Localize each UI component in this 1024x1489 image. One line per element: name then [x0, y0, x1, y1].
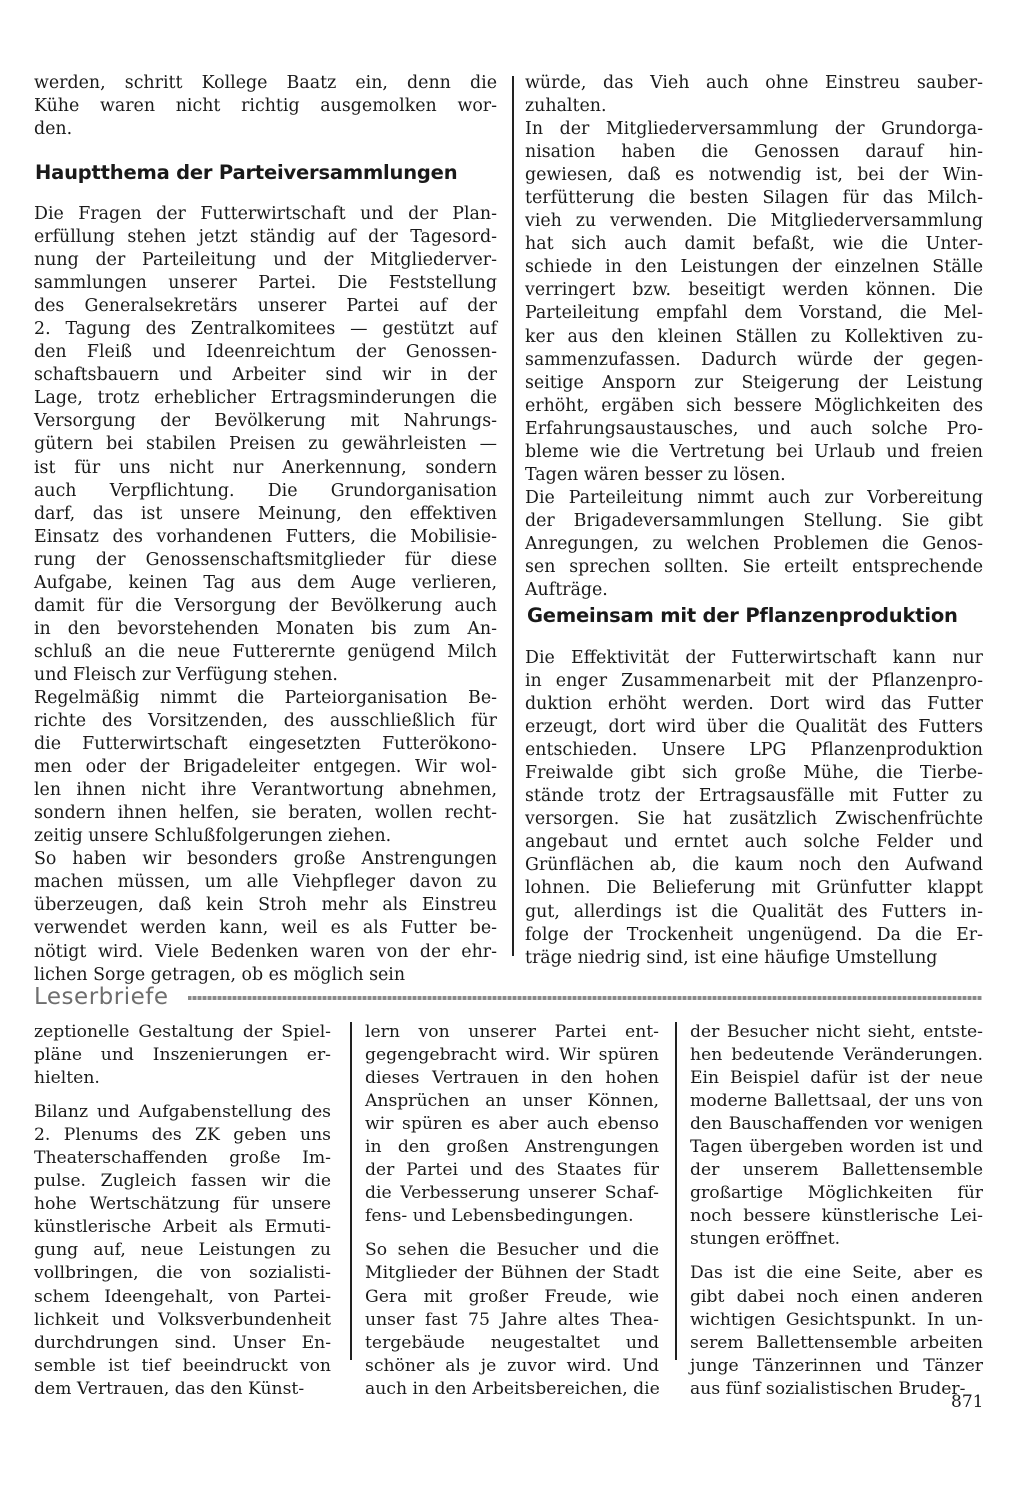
text-line: sammenzufassen. Dadurch würde der gegen- — [525, 349, 983, 370]
article-column-2 — [525, 72, 983, 602]
text-line: Die Fragen der Futterwirtschaft und der Plan- — [34, 204, 497, 224]
col2-intro — [525, 72, 983, 118]
text-line: gegengebracht wird. Wir spüren — [365, 1045, 659, 1066]
text-line: Kühe waren nicht richtig ausgemolken wor- — [34, 96, 497, 117]
text-line: unser fast 75 Jahre altes Thea- — [365, 1309, 659, 1330]
text-line: bleme wie die Vertretung bei Urlaub und freien — [525, 441, 983, 462]
text-line: erfüllung stehen jetzt ständig auf der Tagesord- — [34, 227, 497, 248]
text-line: auch Verpflichtung. Die Grundorganisation — [34, 480, 497, 501]
article-column-2-body — [525, 647, 983, 970]
text-line: dieses Vertrauen in den hohen — [365, 1068, 659, 1089]
col2-paragraph-1 — [525, 118, 983, 487]
text-line: In der Mitgliederversammlung der Grundorga- — [525, 119, 983, 140]
col1-paragraph-3 — [34, 848, 497, 986]
text-line: angebaut und erntet auch solche Felder und — [525, 832, 983, 853]
text-line: Erfahrungsaustausches, und auch solche Pro- — [525, 418, 983, 439]
text-line: erzeugt, dort wird über die Qualität des Futters — [525, 717, 983, 738]
text-line: folge der Trockenheit ungenügend. Da die Er- — [525, 924, 983, 945]
text-line: 2. Plenums des ZK geben uns — [34, 1125, 331, 1146]
text-line: hohe Wertschätzung für unsere — [34, 1194, 331, 1215]
text-line: hielten. — [34, 1068, 100, 1089]
text-line: in den bevorstehenden Monaten bis zum An- — [34, 618, 497, 639]
article-column-1 — [34, 72, 497, 141]
text-line: junge Tänzerinnen und Tänzer — [690, 1355, 983, 1376]
text-line: schöner als je zuvor wird. Und — [365, 1355, 659, 1376]
text-line: terfütterung die besten Silagen für das Milch- — [525, 188, 983, 209]
text-line: vollbringen, die von sozialisti- — [34, 1263, 331, 1284]
text-line: So sehen die Besucher und die — [365, 1240, 659, 1261]
text-line: verwendet werden kann, weil es als Futter be- — [34, 918, 497, 939]
text-line: rung der Genossenschaftsmitglieder für diese — [34, 549, 497, 570]
text-line: pläne und Inszenierungen er- — [34, 1045, 331, 1066]
text-line: Mitglieder der Bühnen der Stadt — [365, 1263, 659, 1284]
text-line: sammlungen unserer Partei. Die Feststellung — [34, 273, 497, 294]
letters-column-2 — [365, 1021, 659, 1401]
text-line: Das ist die eine Seite, aber es — [690, 1263, 983, 1284]
column-divider — [512, 76, 514, 956]
text-line: zeitig unsere Schlußfolgerungen ziehen. — [34, 826, 392, 847]
text-line: wichtigen Gesichtspunkt. In un- — [690, 1309, 983, 1330]
text-line: Tagen übergeben worden ist und — [690, 1137, 983, 1158]
text-line: zeptionelle Gestaltung der Spiel- — [34, 1022, 331, 1042]
section-title-leserbriefe: Leserbriefe — [34, 984, 169, 1010]
letters-divider-1 — [350, 1022, 352, 1360]
col2-paragraph-3 — [525, 647, 983, 970]
text-line: lichkeit und Volksverbundenheit — [34, 1309, 331, 1330]
text-line: gut, allerdings ist die Qualität des Futters in- — [525, 901, 983, 922]
text-line: Freiwalde gibt sich große Mühe, die Tierbe- — [525, 763, 983, 784]
text-line: der Partei und des Staates für — [365, 1160, 659, 1181]
text-line: zuhalten. — [525, 96, 607, 117]
text-line: Ansprüchen an unser Können, — [365, 1091, 659, 1112]
text-line: Ein Beispiel dafür ist der neue — [690, 1068, 983, 1089]
text-line: den Fleiß und Ideenreichtum der Genossen- — [34, 342, 497, 363]
text-line: gewiesen, daß es notwendig ist, bei der Win- — [525, 165, 983, 186]
text-line: pulse. Zugleich fassen wir die — [34, 1171, 331, 1192]
text-line: stände trotz der Ertragsausfälle mit Futter zu — [525, 786, 983, 807]
text-line: wir spüren es aber auch ebenso — [365, 1114, 659, 1135]
text-line: in den großen Anstrengungen — [365, 1137, 659, 1158]
letters-c1-paragraph-1 — [34, 1021, 331, 1090]
col1-paragraph-2 — [34, 687, 497, 848]
text-line: der Brigadeversammlungen Stellung. Sie gibt — [525, 510, 983, 531]
heading-pflanzenproduktion: Gemeinsam mit der Pflanzenproduktion — [527, 604, 958, 627]
text-line: nung der Parteileitung und der Mitgliederver- — [34, 250, 497, 271]
text-line: damit für die Versorgung der Bevölkerung auch — [34, 595, 497, 616]
text-line: vieh zu verwenden. Die Mitgliederversammlung — [525, 211, 983, 232]
col2-paragraph-2 — [525, 487, 983, 602]
text-line: erhöht, ergäben sich bessere Möglichkeiten des — [525, 395, 983, 416]
text-line: Aufgabe, keinen Tag aus dem Auge verlieren, — [34, 572, 497, 593]
col1-intro — [34, 72, 497, 141]
text-line: die Futterwirtschaft eingesetzten Futterökono- — [34, 734, 497, 755]
text-line: Die Parteileitung nimmt auch zur Vorbereitung — [525, 487, 983, 508]
text-line: lern von unserer Partei ent- — [365, 1022, 659, 1042]
text-line: dem Vertrauen, das den Künst- — [34, 1378, 305, 1399]
text-line: men oder der Brigadeleiter entgegen. Wir wol- — [34, 757, 497, 778]
letters-c1-paragraph-2 — [34, 1101, 331, 1401]
letters-c3-paragraph-2 — [690, 1262, 983, 1400]
text-line: nisation haben die Genossen darauf hin- — [525, 142, 983, 163]
text-line: duktion erhöht werden. Dort wird das Futter — [525, 694, 983, 715]
text-line: ker aus den kleinen Ställen zu Kollektiven zu- — [525, 326, 983, 347]
text-line: der Besucher nicht sieht, entste- — [690, 1022, 983, 1042]
text-line: stungen eröffnet. — [690, 1229, 841, 1250]
text-line: aus fünf sozialistischen Bruder- — [690, 1378, 966, 1399]
text-line: hat sich auch damit befaßt, wie die Unter- — [525, 234, 983, 255]
col1-paragraph-1 — [34, 203, 497, 687]
text-line: Theaterschaffenden große Im- — [34, 1148, 331, 1169]
text-line: nötigt wird. Viele Bedenken waren von der ehr- — [34, 941, 497, 962]
text-line: Anregungen, zu welchen Problemen die Genos- — [525, 533, 983, 554]
text-line: verringert bzw. beseitigt werden können. Die — [525, 280, 983, 301]
text-line: schiede in den Leistungen der einzelnen Ställe — [525, 257, 983, 278]
text-line: und Fleisch zur Verfügung stehen. — [34, 664, 338, 685]
text-line: des Generalsekretärs unserer Partei auf der — [34, 296, 497, 317]
text-line: tergebäude neugestaltet und — [365, 1332, 659, 1353]
section-rule — [188, 996, 982, 1000]
text-line: auch in den Arbeitsbereichen, die — [365, 1378, 660, 1399]
text-line: träge niedrig sind, ist eine häufige Umstellung — [525, 947, 938, 968]
text-line: Regelmäßig nimmt die Parteiorganisation Be- — [34, 687, 497, 708]
text-line: schluß an die neue Futterernte genügend Milch — [34, 641, 497, 662]
text-line: Lage, trotz erheblicher Ertragsminderungen die — [34, 388, 497, 409]
text-line: noch bessere künstlerische Lei- — [690, 1206, 983, 1227]
text-line: Versorgung der Bevölkerung mit Nahrungs- — [34, 411, 497, 432]
text-line: Aufträge. — [525, 580, 608, 601]
text-line: schem Ideengehalt, von Partei- — [34, 1286, 331, 1307]
text-line: seitige Ansporn zur Steigerung der Leistung — [525, 372, 983, 393]
text-line: 2. Tagung des Zentralkomitees — gestützt auf — [34, 319, 497, 340]
text-line: machen müssen, um alle Viehpfleger davon zu — [34, 872, 497, 893]
article-column-1-body — [34, 203, 497, 987]
text-line: lohnen. Die Belieferung mit Grünfutter klappt — [525, 878, 983, 899]
text-line: in enger Zusammenarbeit mit der Pflanzenpro- — [525, 671, 983, 692]
text-line: Grünflächen ab, die kaum noch den Aufwand — [525, 855, 983, 876]
text-line: würde, das Vieh auch ohne Einstreu sauber- — [525, 73, 983, 93]
text-line: serem Ballettensemble arbeiten — [690, 1332, 983, 1353]
text-line: ist für uns nicht nur Anerkennung, sondern — [34, 457, 497, 478]
text-line: fens- und Lebensbedingungen. — [365, 1206, 634, 1227]
page-number: 871 — [951, 1392, 984, 1412]
letters-divider-2 — [675, 1022, 677, 1360]
text-line: schaftsbauern und Arbeiter sind wir in der — [34, 365, 497, 386]
text-line: semble ist tief beeindruckt von — [34, 1355, 331, 1376]
text-line: sondern ihnen helfen, sie beraten, wollen recht- — [34, 803, 497, 824]
text-line: die Verbesserung unserer Schaf- — [365, 1183, 659, 1204]
text-line: gung auf, neue Leistungen zu — [34, 1240, 331, 1261]
text-line: So haben wir besonders große Anstrengungen — [34, 849, 497, 870]
letters-column-3 — [690, 1021, 983, 1401]
text-line: Die Effektivität der Futterwirtschaft kann nur — [525, 648, 983, 668]
text-line: den. — [34, 119, 73, 140]
text-line: künstlerische Arbeit als Ermuti- — [34, 1217, 331, 1238]
text-line: gibt dabei noch einen anderen — [690, 1286, 983, 1307]
text-line: Einsatz des vorhandenen Futters, die Mobilisie- — [34, 526, 497, 547]
text-line: Tagen wären besser zu lösen. — [525, 464, 786, 485]
letters-c2-paragraph-2 — [365, 1239, 659, 1400]
text-line: Gera mit großer Freude, wie — [365, 1286, 659, 1307]
text-line: durchdrungen sind. Unser En- — [34, 1332, 331, 1353]
text-line: der unserem Ballettensemble — [690, 1160, 983, 1181]
letters-c2-paragraph-1 — [365, 1021, 659, 1228]
letters-column-1 — [34, 1021, 331, 1401]
text-line: entschieden. Unsere LPG Pflanzenproduktion — [525, 740, 983, 761]
text-line: den Bauschaffenden vor wenigen — [690, 1114, 983, 1135]
text-line: großartige Möglichkeiten für — [690, 1183, 983, 1204]
text-line: len ihnen nicht ihre Verantwortung abnehmen, — [34, 780, 497, 801]
text-line: lichen Sorge getragen, ob es möglich sein — [34, 964, 406, 985]
text-line: Bilanz und Aufgabenstellung des — [34, 1102, 331, 1123]
text-line: gütern bei stabilen Preisen zu gewährleisten — — [34, 434, 497, 455]
text-line: überzeugen, daß kein Stroh mehr als Einstreu — [34, 895, 497, 916]
text-line: moderne Ballettsaal, der uns von — [690, 1091, 983, 1112]
heading-hauptthema: Hauptthema der Parteiversammlungen — [35, 161, 458, 184]
text-line: Parteileitung empfahl dem Vorstand, die Mel- — [525, 303, 983, 324]
text-line: darf, das ist unsere Meinung, den effektiven — [34, 503, 497, 524]
text-line: richte des Vorsitzenden, des ausschließlich für — [34, 711, 497, 732]
text-line: hen bedeutende Veränderungen. — [690, 1045, 983, 1066]
text-line: sen sprechen sollten. Sie erteilt entsprechende — [525, 556, 983, 577]
letters-c3-paragraph-1 — [690, 1021, 983, 1251]
text-line: versorgen. Sie hat zusätzlich Zwischenfrüchte — [525, 809, 983, 830]
text-line: werden, schritt Kollege Baatz ein, denn die — [34, 73, 497, 93]
